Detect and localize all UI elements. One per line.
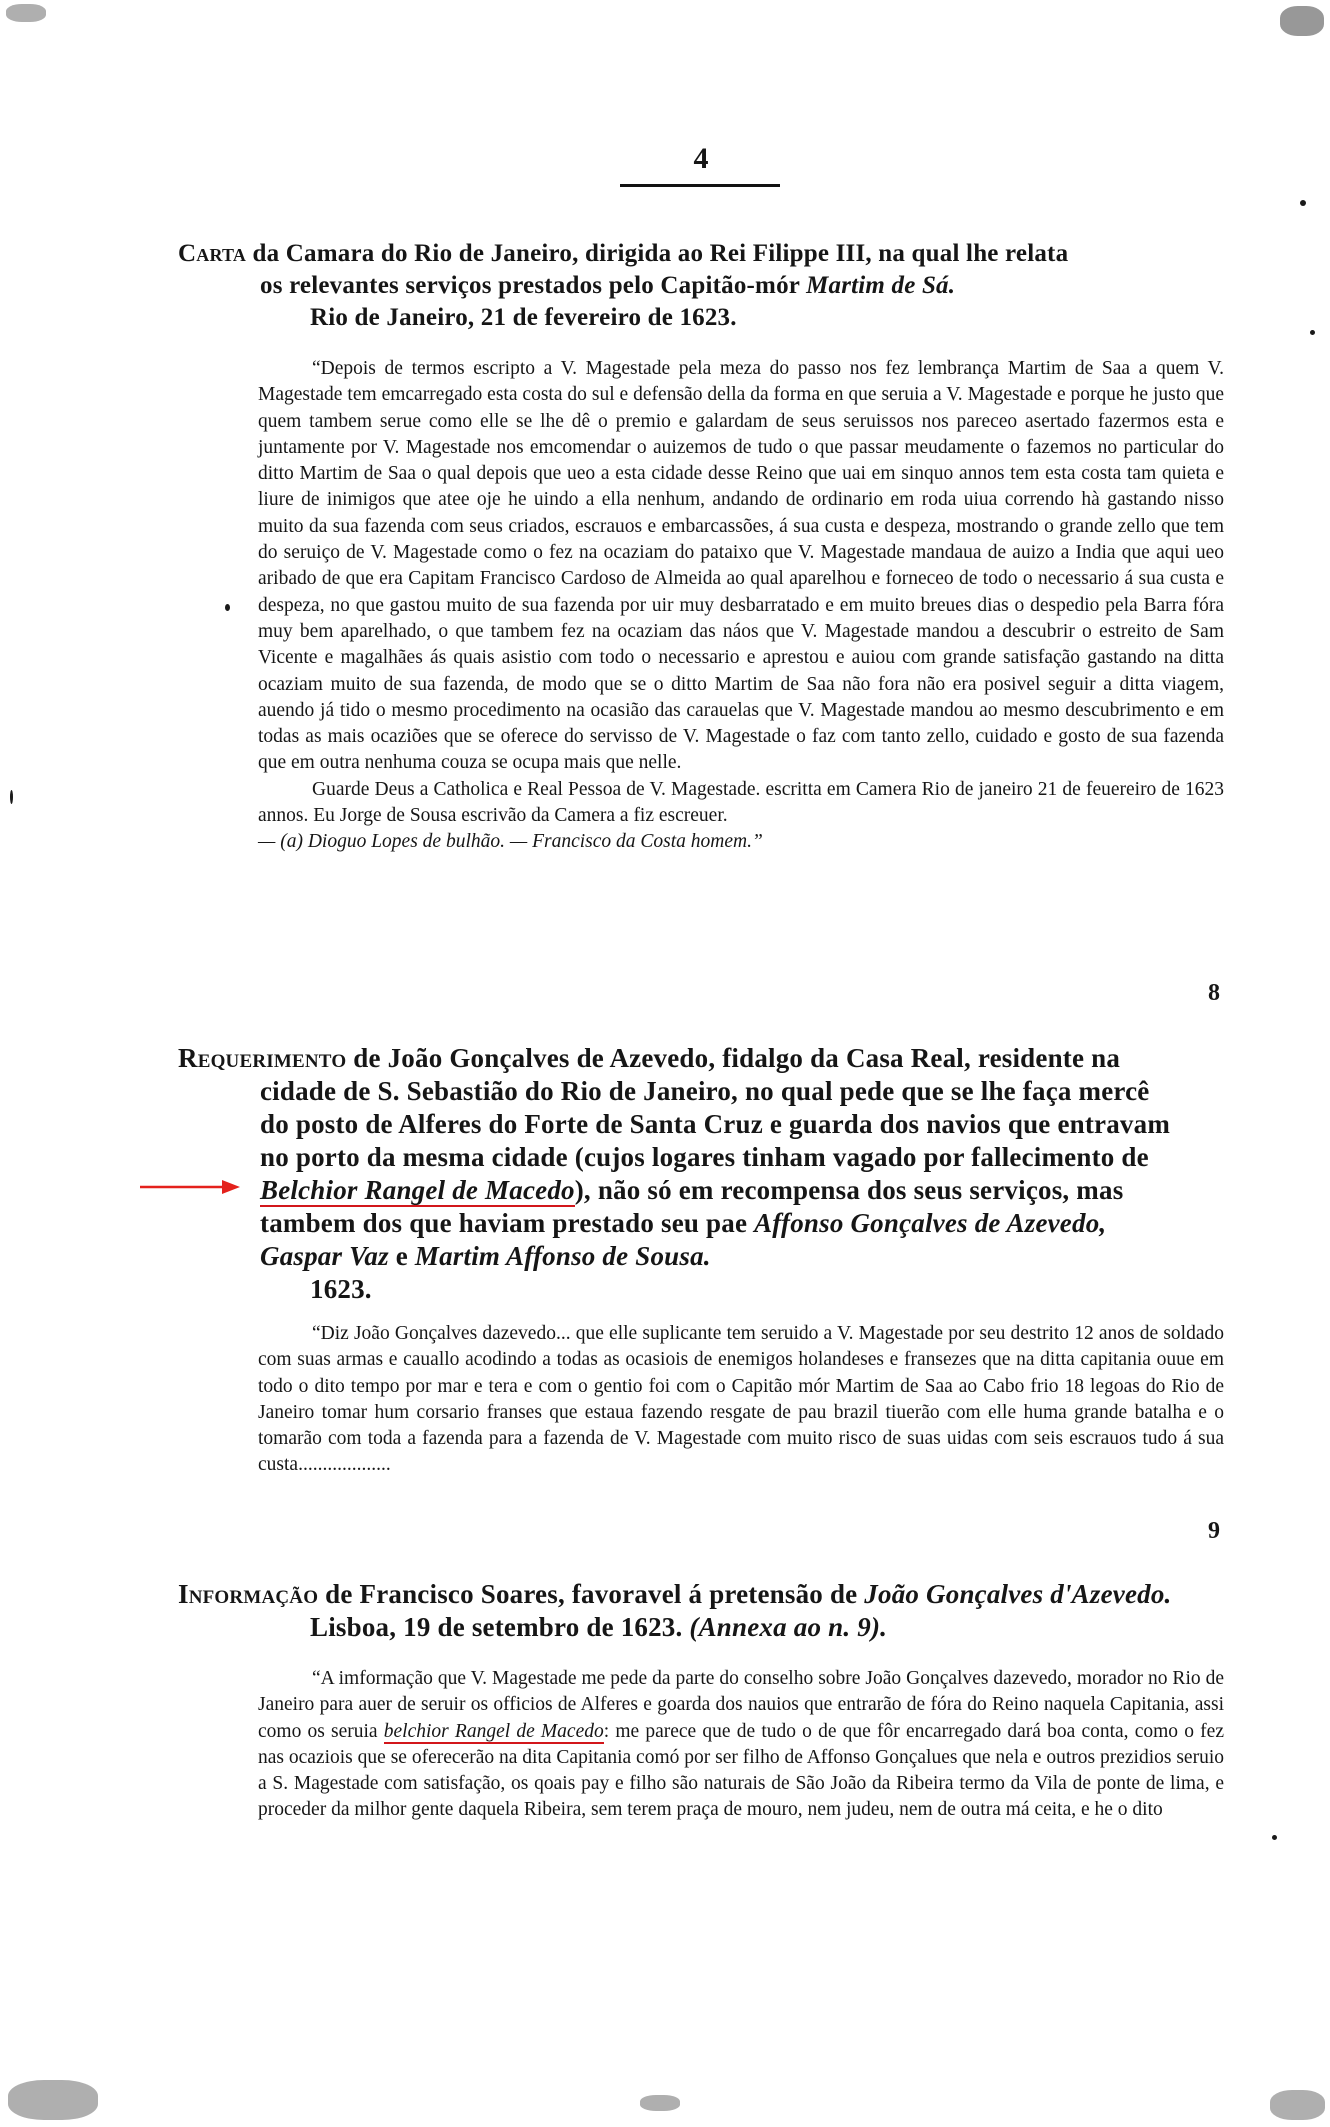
section-heading-informacao: Informação de Francisco Soares, favoravel á pretensão de João Gonçalves d'Azevedo. Lisboa, 19 de setembro de 1623. (Annexa ao n. 9). [178, 1578, 1228, 1644]
scan-speck [225, 604, 230, 611]
heading-date: 1623. [310, 1274, 372, 1304]
scan-speck [1280, 6, 1324, 36]
leader-dots: ................... [298, 1454, 391, 1476]
page-number: 4 [693, 142, 709, 175]
quote-block-requerimento [258, 1321, 1224, 1479]
heading-line: cidade de S. Sebastião do Rio de Janeiro, no qual pede que se lhe faça mercê [260, 1076, 1150, 1106]
quote-block-carta [258, 356, 1224, 856]
scan-speck [1310, 330, 1315, 335]
section-number: 8 [1208, 980, 1220, 1006]
scan-speck [1270, 2090, 1325, 2120]
scan-speck [6, 4, 46, 22]
heading-line: Gaspar Vaz e Martim Affonso de Sousa. [260, 1241, 711, 1271]
heading-lead-word: Carta [178, 240, 247, 267]
page-number-rule [620, 184, 780, 187]
signature-line: — (a) Dioguo Lopes de bulhão. — Francisco da Costa homem.” [258, 831, 763, 853]
section-number: 9 [1208, 1518, 1220, 1544]
heading-date: Lisboa, 19 de setembro de 1623. (Annexa ao n. 9). [310, 1612, 888, 1642]
closing-paragraph: Guarde Deus a Catholica e Real Pessoa de V. Magestade. escritta em Camera Rio de janeiro 21 de feuereiro de 1623 annos. Eu Jorge de Sousa escrivão da Camera a fiz escreuer. [258, 778, 1224, 827]
section-heading-requerimento [178, 1042, 1228, 1306]
heading-line: da Camara do Rio de Janeiro, dirigida ao Rei Filippe III, na qual lhe relata [246, 240, 1069, 267]
heading-line: de João Gonçalves de Azevedo, fidalgo da Casa Real, residente na [346, 1043, 1121, 1073]
quote-paragraph: “Diz João Gonçalves dazevedo... que elle suplicante tem seruido a V. Magestade por seu destrito 12 anos de soldado com suas armas e cauallo acodindo a todas as ocasiois de enemigos holandeses e fransezes que na ditta capitania ouue em todo o dito tempo por mar e tera e com o gentio foi com o Capitão mór Martim de Saa ao Cabo frio 18 legoas do Rio de Janeiro tomar hum corsario franses que estaua fazendo resgate de pau brazil tiuerão com elle huma grande batalha e o tomarão com toda a fazenda para a fazenda de V. Magestade com muito risco de suas uidas com seis escrauos tudo á sua custa................... [258, 1323, 1224, 1476]
scan-speck [1300, 200, 1306, 206]
scan-speck [640, 2095, 680, 2111]
heading-date: Rio de Janeiro, 21 de fevereiro de 1623. [310, 304, 737, 331]
heading-line: os relevantes serviços prestados pelo Capitão-mór Martim de Sá. [260, 272, 956, 299]
red-arrow-icon [138, 1177, 242, 1197]
highlighted-name: belchior Rangel de Macedo [383, 1720, 604, 1742]
heading-lead-word: Informação [178, 1579, 319, 1609]
quote-paragraph: “A imformação que V. Magestade me pede da parte do conselho sobre João Gonçalves dazevedo, morador no Rio de Janeiro para auer de seruir os officios de Alferes e goarda dos nauios que entrarão de fóra do Reino naquela Capitania, assi como os seruia belchior Rangel de Macedo: me parece que de tudo o de que fôr encarregado dará boa conta, como o fez nas ocaziois que se oferecerão na dita Capitania comó por ser filho de Affonso Gonçalues que nela e outros prezidios seruio a S. Magestade com satisfação, os qoais pay e filho são naturais de São João da Ribeira termo da Vila de ponte de lima, e proceder da milhor gente daquela Ribeira, sem terem praça de mouro, nem judeu, nem de outra má ceita, e he o dito [258, 1668, 1224, 1821]
heading-line: tambem dos que haviam prestado seu pae Affonso Gonçalves de Azevedo, [260, 1208, 1107, 1238]
heading-line: Belchior Rangel de Macedo), não só em recompensa dos seus serviços, mas [260, 1175, 1124, 1205]
quote-block-informacao [258, 1666, 1224, 1824]
heading-italic-name: Martim de Sá. [806, 272, 956, 299]
heading-lead-word: Requerimento [178, 1043, 347, 1073]
quote-paragraph: “Depois de termos escripto a V. Magestade pela meza do passo nos fez lembrança Martim de Saa a quem V. Magestade tem emcarregado esta costa do sul e defensão della da forma en que seruia a V. Magestade e porque he justo que quem tambem serue como elle se lhe dê o premio e galardam de seus seruissos nos pareceo asertado fazermos esta e juntamente por V. Magestade nos emcomendar o auizemos de tudo o que passar meudamente o fazemos no particular do ditto Martim de Saa o qual depois que ueo a esta cidade desse Reino que uai em sinquo annos tem esta costa tam quieta e liure de inimigos que atee oje he uindo a ella nenhum, andando de ordinario em roda uiua correndo hà gastando nisso muito da sua fazenda com seus criados, escrauos e embarcassões, á sua custa e despeza, mostrando o grande zello que tem do seruiço de V. Magestade como o fez na ocaziam do pataixo que V. Magestade mandaua de auizo a India que aqui ueo aribado de que era Capitam Francisco Cardoso de Almeida ao qual aparelhou e forneceo de todo o necessario á sua custa e despeza, no que gastou muito de sua fazenda por uir muy desbarratado e em muito breues dias o despedio pela Barra fóra muy bem aparelhado, o que tambem fez na ocaziam das náos que V. Magestade mandou a descubrir o estreito de Sam Vicente e magalhães ás quais asistio com todo o necessario e aprestou e auiou com grande satisfação gastando na ditta ocaziam muito de sua fazenda, de modo que se o ditto Martim de Saa não fora não era posivel seguir a ditta viagem, auendo já tido o mesmo procedimento na ocasião das carauelas que V. Magestade mandou ao mesmo descubrimento e em todas as mais ocaziões que se oferece do servisso de V. Magestade o faz com tanto zello, cuidado e gosto de sua fazenda que em outra nenhuma couza se ocupa mais que nelle. [258, 358, 1224, 774]
scan-speck [10, 790, 13, 804]
heading-line: no porto da mesma cidade (cujos logares tinham vagado por fallecimento de [260, 1142, 1149, 1172]
heading-italic-name: João Gonçalves d'Azevedo. [864, 1579, 1172, 1609]
scan-speck [8, 2080, 98, 2120]
heading-line: do posto de Alferes do Forte de Santa Cruz e guarda dos navios que entravam [260, 1109, 1171, 1139]
highlighted-name: Belchior Rangel de Macedo [260, 1175, 575, 1205]
section-heading-carta [178, 238, 1228, 334]
scan-speck [1272, 1835, 1277, 1840]
